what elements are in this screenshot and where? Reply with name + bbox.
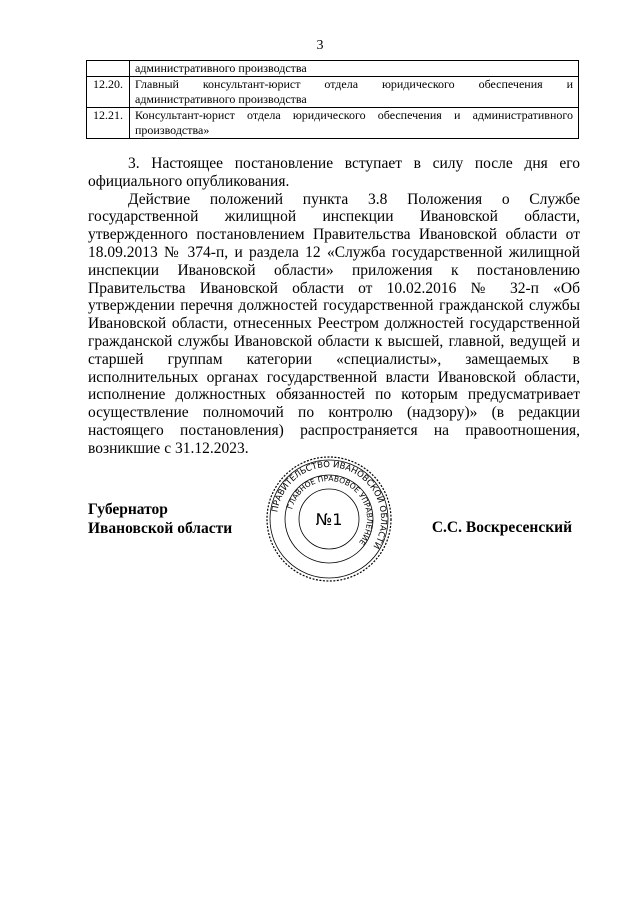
seal-inner-text: ГЛАВНОЕ ПРАВОВОЕ УПРАВЛЕНИЕ [285,473,375,547]
row-number: 12.21. [87,108,130,139]
page-number: 3 [316,38,324,53]
row-text: административного производства [130,61,579,77]
row-text-line: Консультант-юрист отдела юридического обеспечения и административного [135,108,573,122]
row-text [130,108,579,139]
paragraph-effective-date: 3. Настоящее постановление вступает в силу после дня его официального опубликования. [88,155,580,190]
table-row [87,108,579,139]
row-text [130,77,579,108]
row-text-line: Главный консультант-юрист отдела юридического обеспечения и [135,77,573,91]
row-text-line: производства» [135,123,210,137]
position-line: Губернатор [88,501,168,518]
official-seal-icon [264,454,394,584]
signatory-name: С.С. Воскресенский [431,519,572,536]
position-line: Ивановской области [88,520,233,537]
body-text [88,155,580,458]
table-row [87,77,579,108]
row-number: 12.20. [87,77,130,108]
row-number [87,61,130,77]
signatory-position [88,500,232,538]
table-row [87,61,579,77]
row-text-line: административного производства [135,92,307,106]
seal-center-text: №1 [315,510,343,529]
seal-outer-text: ПРАВИТЕЛЬСТВО ИВАНОВСКОЙ ОБЛАСТИ [270,459,389,551]
paragraph-applicability: Действие положений пункта 3.8 Положения о Службе государственной жилищной инспекции Ивановской области, утвержденного постановлением Правительства Ивановской области от 18.09.2013 № 374-п, и раздела 12 «Служба государственной жилищной инспекции Ивановской области» приложения к постановлению Правительства Ивановской области от 10.02.2016 № 32-п «Об утверждении перечня должностей государственной гражданской службы Ивановской области, отнесенных Реестром должностей государственной гражданской службы Ивановской области к высшей, главной, ведущей и старшей группам категории «специалисты», замещаемых в исполнительных органах государственной власти Ивановской области, исполнение должностных обязанностей по которым предусматривает осуществление полномочий по контролю (надзору)» (в редакции настоящего постановления) распространяется на правоотношения, возникшие с 31.12.2023. [88,190,580,457]
positions-table [86,60,579,139]
